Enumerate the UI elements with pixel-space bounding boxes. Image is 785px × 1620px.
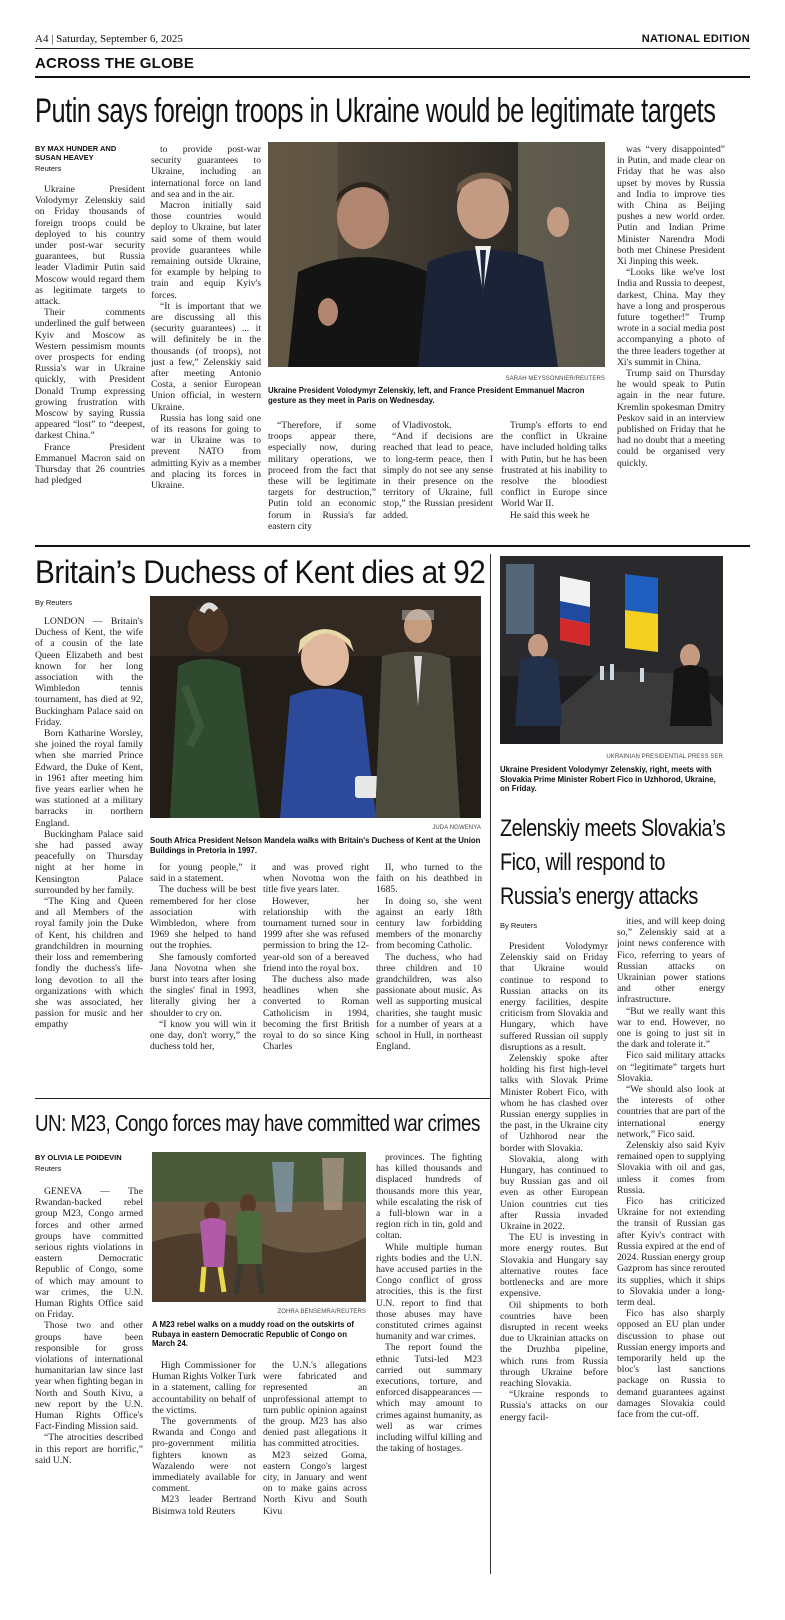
paragraph: The duchess also made headlines when she converted to Roman Catholicism in 1994, becoming the first British royal to do so since King Charles bbox=[263, 974, 369, 1053]
paragraph: Buckingham Palace said she had passed away peacefully on Thursday night at her home in Kensington Palace surrounded by her family. bbox=[35, 828, 143, 896]
story4-caption: Ukraine President Volodymyr Zelenskiy, right, meets with Slovakia Prime Minister Robert Fico in Uzhhorod, Ukraine, on Friday. bbox=[500, 765, 716, 794]
paragraph: However, her relationship with the tournament turned sour in 1999 after she was refused permission to bring the 12-year-old son of a bereaved friend into the royal box. bbox=[263, 895, 369, 974]
story3-photo-credit: ZOHRA BENSEMRA/REUTERS bbox=[277, 1309, 366, 1315]
story2-col3 bbox=[263, 862, 369, 1084]
story4-photo bbox=[500, 556, 723, 744]
paragraph: Trump's efforts to end the conflict in Ukraine have included holding talks with Putin, but he has been frustrated at his inability to resolve the bloodiest conflict in Europe since World War II. bbox=[501, 420, 607, 510]
edition-date: A4 | Saturday, September 6, 2025 bbox=[35, 33, 183, 45]
paragraph: and was proved right when Novotna won the title five years later. bbox=[263, 862, 369, 896]
story3-byline-block bbox=[35, 1153, 145, 1174]
paragraph: M23 seized Goma, eastern Congo's largest city, in January and went on to make gains across North Kivu and South Kivu bbox=[263, 1449, 367, 1517]
story4-photo-credit: UKRAINIAN PRESIDENTIAL PRESS SER bbox=[606, 754, 723, 760]
paragraph: “But we really want this war to end. However, no one is going to just sit in the dark and tolerate it.” bbox=[617, 1005, 725, 1051]
paragraph: Macron initially said those countries would deploy to Ukraine, but later said some of them would provide guarantees while remaining outside Ukraine, for example by helping to train and equip Kyiv's forces. bbox=[151, 200, 261, 301]
story3-col1 bbox=[35, 1186, 143, 1576]
paragraph: LONDON — Britain's Duchess of Kent, the wife of a cousin of the late Queen Elizabeth and best known for her long association with the Wimbledon tennis tournament, has died at 92, Buckingham Palace said on Friday. bbox=[35, 616, 143, 728]
story1-col4 bbox=[383, 420, 493, 540]
section-title: ACROSS THE GLOBE bbox=[35, 55, 195, 72]
story4-col1 bbox=[500, 941, 608, 1575]
story2-bottom-rule bbox=[35, 1098, 490, 1099]
paragraph: In doing so, she went against an early 18th century law forbidding members of the monarchy from becoming Catholic. bbox=[376, 895, 482, 952]
paragraph: was “very disappointed” in Putin, and made clear on Friday that he was also upset by moves by Russia and India to improve ties with China as Beijing pushes a new world order. Putin and Indian Prime Minister Narendra Modi both met Chinese President Xi Jinping this week. bbox=[617, 144, 725, 268]
story2-col2 bbox=[150, 862, 256, 1084]
paragraph: Their comments underlined the gulf between Kyiv and Moscow as Western pessimism mounts over prospects for ending Russia's war in Ukraine quickly, with President Donald Trump expressing growing frustration with Moscow by saying Russia appeared “lost” to “deepest, darkest China.” bbox=[35, 307, 145, 442]
story4-headline-line3: Russia’s energy attacks bbox=[500, 883, 698, 910]
paragraph: The report found the ethnic Tutsi-led M23 carried out summary executions, torture, and enforced disappearances — which may amount to crimes against humanity, as well as war crimes including wilful killing and the taking of hostages. bbox=[376, 1342, 482, 1455]
story1-byline-1: BY MAX HUNDER AND bbox=[35, 144, 117, 153]
story1-photo-credit: SARAH MEYSSONNIER/REUTERS bbox=[505, 376, 605, 382]
paragraph: “And if decisions are reached that lead to peace, to long-term peace, then I simply do not see any sense in their presence on the territory of Ukraine, full stop,” the Russian president added. bbox=[383, 431, 493, 521]
story1-headline[interactable]: Putin says foreign troops in Ukraine would be legitimate targets bbox=[35, 92, 716, 130]
paragraph: “Looks like we've lost India and Russia to deepest, darkest, China. May they have a long and prosperous future together!” Trump wrote in a social media post accompanying a photo of the three leaders together at Xi's summit in China. bbox=[617, 267, 725, 368]
paragraph: The duchess will be best remembered for her close association with Wimbledon, where from 1969 she helped to hand out the trophies. bbox=[150, 884, 256, 952]
column-divider bbox=[490, 554, 491, 1574]
story1-col1 bbox=[35, 184, 145, 539]
story1-col3 bbox=[268, 420, 376, 540]
story3-photo bbox=[152, 1152, 366, 1302]
story2-photo-credit: JUDA NGWENYA bbox=[432, 825, 481, 831]
paragraph: “The atrocities described in this report are horrific,” said U.N. bbox=[35, 1432, 143, 1466]
paragraph: Russia has long said one of its reasons for going to war in Ukraine was to prevent NATO from admitting Kyiv as a member and placing its forces in Ukraine. bbox=[151, 412, 261, 492]
paragraph: GENEVA — The Rwandan-backed rebel group M23, Congo armed forces and other armed groups have committed serious rights violations in eastern Democratic Republic of Congo, some of which may amount to war crimes, the U.N. Human Rights Office said on Friday. bbox=[35, 1186, 143, 1321]
paragraph: M23 leader Bertrand Bisimwa told Reuters bbox=[152, 1494, 256, 1517]
story1-byline-block bbox=[35, 144, 145, 174]
paragraph: The EU is investing in more energy routes. But Slovakia and Hungary say alternative routes face bottlenecks and are more expensive. bbox=[500, 1232, 608, 1300]
paragraph: “It is important that we are discussing all this (security guarantees) ... it will definitely be in the thousands (of troops), not just a few,” Zelenskiy said after meeting Antonio Costa, a senior European Union official, in western Ukraine. bbox=[151, 300, 261, 413]
story2-col4 bbox=[376, 862, 482, 1084]
paragraph: Fico said military attacks on “legitimate” targets hurt Slovakia. bbox=[617, 1050, 725, 1084]
paragraph: “We should also look at the interests of other countries that are part of the international energy network,” Fico said. bbox=[617, 1084, 725, 1140]
masthead-rule bbox=[35, 48, 750, 49]
section-rule bbox=[35, 76, 750, 78]
story1-photo-illustration bbox=[268, 142, 605, 367]
paragraph: Fico has also sharply opposed an EU plan under discussion to phase out Russian energy imports and temporarily held up the bloc's last sanctions package on Russia to demand guarantees against damages Slovakia could face from the cut-off. bbox=[617, 1308, 725, 1420]
edition-name: NATIONAL EDITION bbox=[641, 33, 750, 45]
paragraph: Trump said on Thursday he would speak to Putin again in the near future. Kremlin spokesman Dmitry Peskov said in an interview published on Friday that he had no doubt that a meeting could be organised very quickly. bbox=[617, 368, 725, 469]
story4-source: By Reuters bbox=[500, 921, 538, 930]
story3-headline[interactable]: UN: M23, Congo forces may have committed war crimes bbox=[35, 1110, 480, 1136]
paragraph: Those two and other groups have been responsible for gross violations of international humanitarian law since last year when fighting began in North and South Kivu, a new report by the U.N. Human Rights Office's Fact-Finding Mission said. bbox=[35, 1320, 143, 1433]
paragraph: The governments of Rwanda and Congo and pro-government militia fighters known as Wazalendo were not immediately available for comment. bbox=[152, 1416, 256, 1495]
story3-photo-illustration bbox=[152, 1152, 366, 1302]
story1-col2 bbox=[151, 144, 261, 539]
story3-byline: BY OLIVIA LE POIDEVIN bbox=[35, 1153, 122, 1162]
story2-photo-illustration bbox=[150, 596, 481, 818]
paragraph: Ukraine President Volodymyr Zelenskiy said on Friday thousands of foreign troops could be deployed to his country under post-war security guarantees, but Russia leader Vladimir Putin said Moscow would regard them as legitimate targets to attack. bbox=[35, 184, 145, 308]
paragraph: Fico has criticized Ukraine for not extending the transit of Russian gas after Kyiv's contract with Russia expired at the end of 2024. Russian energy group Gazprom has since rerouted its supplies, which it ships to Slovakia under a long-term deal. bbox=[617, 1196, 725, 1308]
story1-col5 bbox=[501, 420, 607, 540]
story1-bottom-rule bbox=[35, 545, 750, 547]
paragraph: provinces. The fighting has killed thousands and displaced hundreds of thousands more this year, while escalating the risk of a full-blown war in a region rich in tin, gold and coltan. bbox=[376, 1152, 482, 1242]
paragraph: He said this week he bbox=[510, 509, 590, 521]
paragraph: The duchess, who had three children and 10 grandchildren, was also passionate about music. As well as supporting musical charities, she taught music for a number of years at a school in Hull, in northeast England. bbox=[376, 951, 482, 1053]
story3-col4 bbox=[376, 1152, 482, 1576]
paragraph: Zelenskiy spoke after holding his first high-level talks with Slovak Prime Minister Robert Fico, with whom he has clashed over Russian energy supplies in the past, in the Ukraine city of Uzhhorod near the border with Slovakia. bbox=[500, 1053, 608, 1154]
story4-photo-illustration bbox=[500, 556, 723, 744]
story1-byline-2: SUSAN HEAVEY bbox=[35, 153, 94, 162]
story2-headline[interactable]: Britain’s Duchess of Kent dies at 92 bbox=[35, 554, 486, 590]
story2-col1 bbox=[35, 616, 143, 1084]
paragraph: France President Emmanuel Macron said on Thursday that 26 countries had pledged bbox=[35, 441, 145, 487]
story2-source: By Reuters bbox=[35, 598, 73, 607]
story4-headline-line1: Zelenskiy meets Slovakia’s bbox=[500, 815, 726, 842]
story4-headline[interactable] bbox=[500, 812, 726, 914]
paragraph: ities, and will keep doing so,” Zelenskiy said at a joint news conference with Fico, referring to years of Russian attacks on Ukrainian power stations and other energy infrastructure. bbox=[617, 916, 725, 1006]
paragraph: II, who turned to the faith on his deathbed in 1685. bbox=[376, 862, 482, 896]
paragraph: High Commissioner for Human Rights Volker Turk in a statement, calling for accountability on behalf of the victims. bbox=[152, 1360, 256, 1416]
story3-col2 bbox=[152, 1360, 256, 1576]
paragraph: the U.N.'s allegations were fabricated and represented an unprofessional attempt to turn public opinion against the group. M23 has also denied past allegations it has committed atrocities. bbox=[263, 1360, 367, 1450]
paragraph: She famously comforted Jana Novotna when she burst into tears after losing the singles' final in 1993, literally giving her a shoulder to cry on. bbox=[150, 951, 256, 1019]
story1-photo bbox=[268, 142, 605, 367]
paragraph: Zelenskiy also said Kyiv remained open to supplying Slovakia with oil and gas, unless it comes from Russia. bbox=[617, 1140, 725, 1196]
story4-col2 bbox=[617, 916, 725, 1575]
paragraph: “I know you will win it one day, don't worry,” the duchess told her, bbox=[150, 1018, 256, 1053]
paragraph: of Vladivostok. bbox=[392, 420, 452, 431]
story3-source: Reuters bbox=[35, 1164, 62, 1173]
paragraph: President Volodymyr Zelenskiy said on Friday that Ukraine would continue to respond to Russian attacks on its energy facilities, despite criticism from Slovakia and Hungary, which have suffered Russian oil supply disruptions as a result. bbox=[500, 941, 608, 1053]
paragraph: to provide post-war security guarantees to Ukraine, including an international force on land and sea and in the air. bbox=[151, 144, 261, 200]
paragraph: While multiple human rights bodies and the U.N. have accused parties in the Congo conflict of gross atrocities, this is the first U.N. report to find that those abuses may have constituted crimes against humanity and war crimes. bbox=[376, 1241, 482, 1343]
story3-caption: A M23 rebel walks on a muddy road on the outskirts of Rubaya in eastern Democratic Republic of Congo on March 24. bbox=[152, 1320, 355, 1349]
story3-col3 bbox=[263, 1360, 367, 1576]
story1-caption: Ukraine President Volodymyr Zelenskiy, left, and France President Emmanuel Macron gesture as they meet in Paris on Wednesday. bbox=[268, 386, 585, 405]
story2-caption: South Africa President Nelson Mandela walks with Britain's Duchess of Kent at the Union Buildings in Pretoria in 1997. bbox=[150, 836, 481, 855]
story2-photo bbox=[150, 596, 481, 818]
story4-headline-line2: Fico, will respond to bbox=[500, 849, 665, 876]
story1-col6 bbox=[617, 144, 725, 540]
story1-source: Reuters bbox=[35, 164, 62, 173]
paragraph: Born Katharine Worsley, she joined the royal family when she married Prince Edward, the Duke of Kent, in 1961 after meeting him five years earlier when he was stationed at a military barracks in northern England. bbox=[35, 728, 143, 829]
paragraph: for young people,” it said in a statement. bbox=[150, 862, 256, 885]
paragraph: Slovakia, along with Hungary, has continued to buy Russian gas and oil even as other European Union countries cut ties after Russia invaded Ukraine in 2022. bbox=[500, 1153, 608, 1233]
paragraph: “Ukraine responds to Russia's attacks on our energy facil- bbox=[500, 1389, 608, 1423]
paragraph: Oil shipments to both countries have been disrupted in recent weeks due to Ukrainian attacks on the Druzhba pipeline, which runs from Russia through Ukraine before reaching Slovakia. bbox=[500, 1299, 608, 1389]
paragraph: “The King and Queen and all Members of the royal family join the Duke of Kent, his children and grandchildren in mourning their loss and remembering fondly the duchess's life-long devotion to all the organizations with which she was associated, her passion for music and her empathy bbox=[35, 896, 143, 1031]
paragraph: “Therefore, if some troops appear there, especially now, during military operations, we proceed from the fact that these will be legitimate targets for destruction,” Putin told an economic forum in Russia's far eastern city bbox=[268, 420, 376, 532]
